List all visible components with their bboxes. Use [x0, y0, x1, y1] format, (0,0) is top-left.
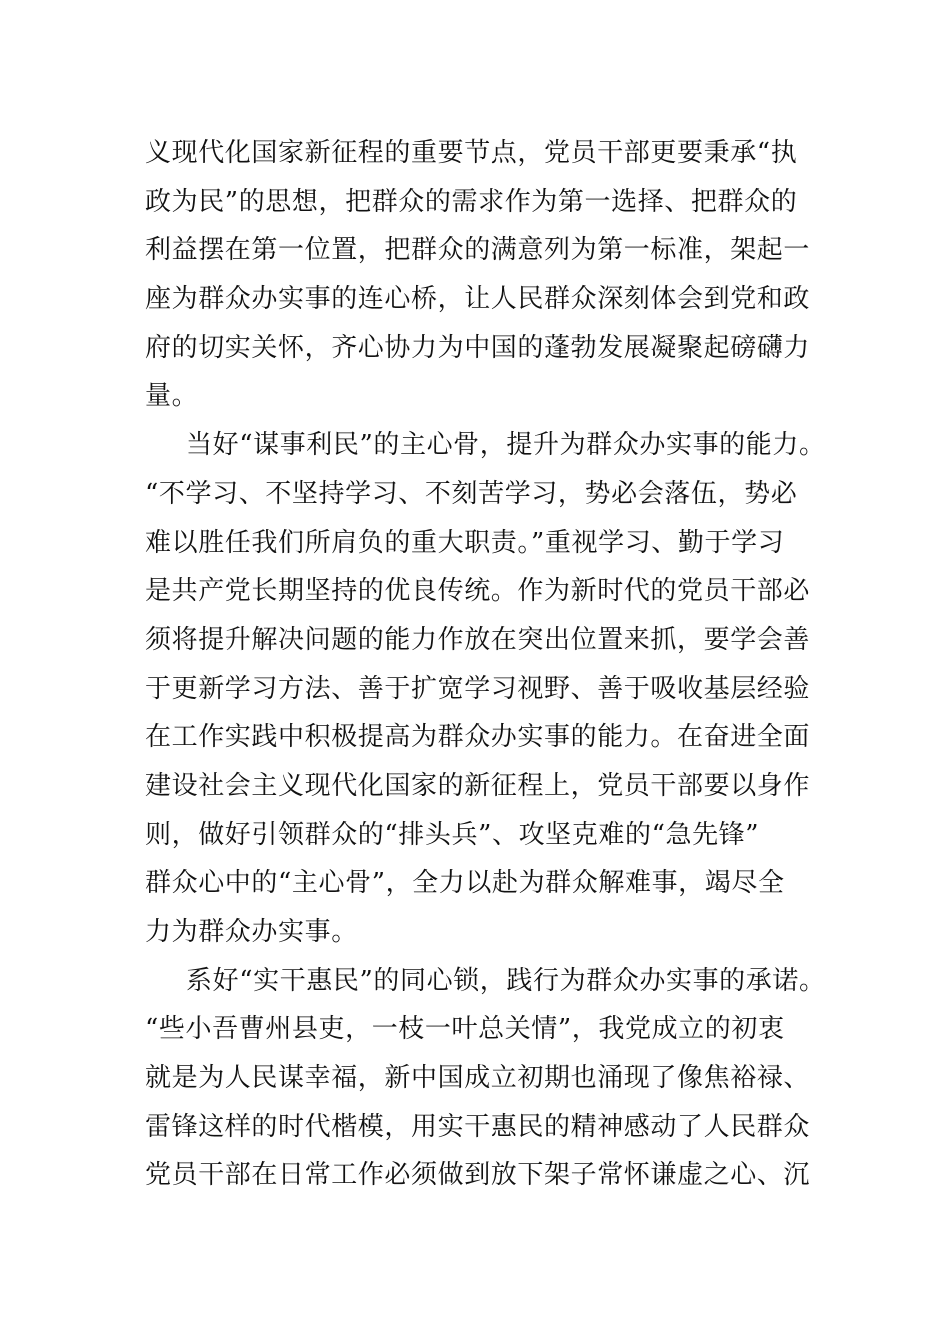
text-line-19: “些小吾曹州县吏，一枝一叶总关情”，我党成立的初衷 [145, 1014, 785, 1045]
text-line-11: 须将提升解决问题的能力作放在突出位置来抓，要学会善 [145, 624, 811, 655]
text-line-10: 是共产党长期坚持的优良传统。作为新时代的党员干部必 [145, 576, 811, 607]
text-line-8: “不学习、不坚持学习、不刻苦学习，势必会落伍，势必 [145, 478, 798, 509]
document-body [145, 129, 825, 1200]
text-line-18: 系好“实干惠民”的同心锁，践行为群众办实事的承诺。 [186, 965, 826, 996]
text-line-2: 政为民”的思想，把群众的需求作为第一选择、把群众的 [145, 186, 798, 217]
text-line-16: 群众心中的“主心骨”，全力以赴为群众解难事，竭尽全 [145, 868, 785, 899]
text-line-3: 利益摆在第一位置，把群众的满意列为第一标准，架起一 [145, 235, 811, 266]
text-line-21: 雷锋这样的时代楷模，用实干惠民的精神感动了人民群众 [145, 1111, 811, 1142]
text-line-14: 建设社会主义现代化国家的新征程上，党员干部要以身作 [145, 770, 811, 801]
text-line-20: 就是为人民谋幸福，新中国成立初期也涌现了像焦裕禄、 [145, 1063, 811, 1094]
text-line-22: 党员干部在日常工作必须做到放下架子常怀谦虚之心、沉 [145, 1160, 811, 1191]
text-line-17: 力为群众办实事。 [145, 917, 358, 947]
text-line-4: 座为群众办实事的连心桥，让人民群众深刻体会到党和政 [145, 284, 811, 315]
text-line-12: 于更新学习方法、善于扩宽学习视野、善于吸收基层经验 [145, 673, 811, 704]
text-line-9: 难以胜任我们所肩负的重大职责。”重视学习、勤于学习 [145, 527, 785, 558]
text-line-5: 府的切实关怀，齐心协力为中国的蓬勃发展凝聚起磅礴力 [145, 332, 811, 363]
text-line-13: 在工作实践中积极提高为群众办实事的能力。在奋进全面 [145, 722, 811, 753]
text-line-7: 当好“谋事利民”的主心骨，提升为群众办实事的能力。 [186, 430, 826, 461]
text-line-6: 量。 [145, 381, 199, 412]
text-line-15: 则，做好引领群众的“排头兵”、攻坚克难的“急先锋” [145, 819, 760, 850]
text-line-1: 义现代化国家新征程的重要节点，党员干部更要秉承“执 [145, 138, 798, 168]
